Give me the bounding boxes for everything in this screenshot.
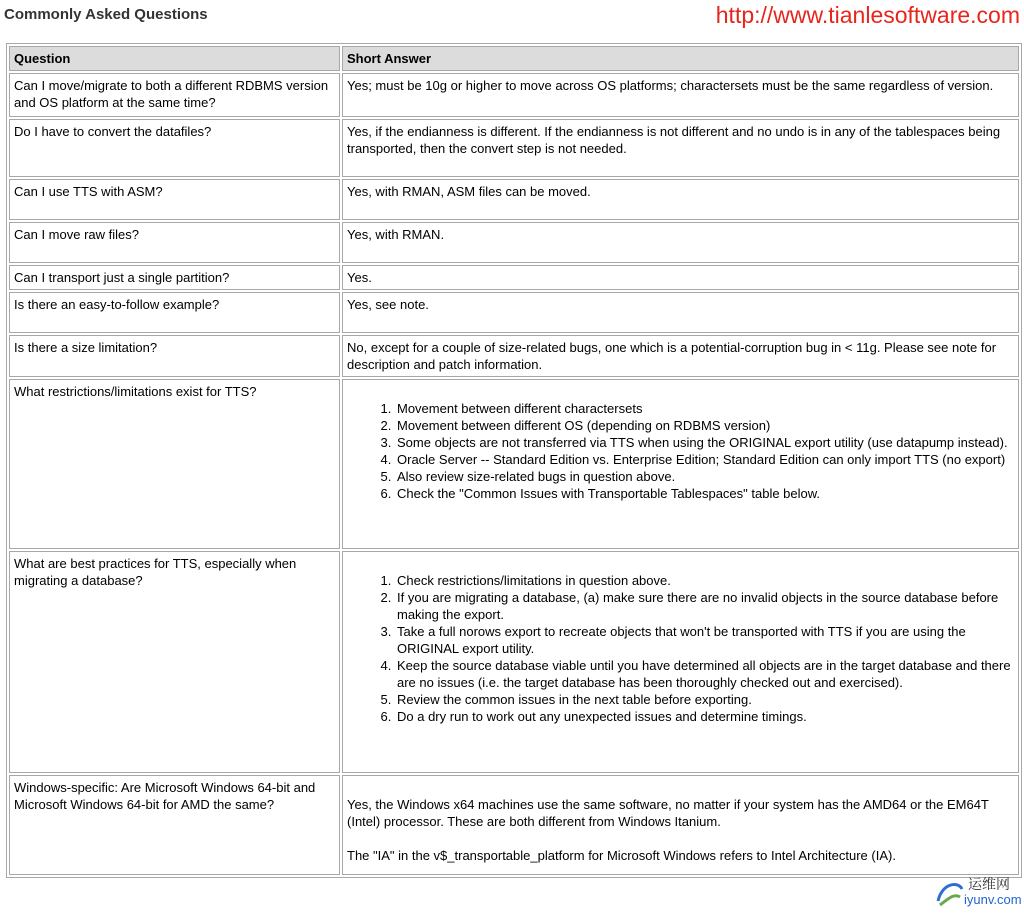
watermark-text: 运维网 xyxy=(968,876,1010,892)
restrictions-list xyxy=(347,400,1014,502)
list-item: 2. Movement between different OS (depending on RDBMS version) xyxy=(395,417,1014,434)
list-item: 1. Movement between different charactersets xyxy=(395,400,1014,417)
answer-cell xyxy=(342,551,1019,773)
question-cell: Do I have to convert the datafiles? xyxy=(9,119,340,177)
faq-table xyxy=(6,43,1022,878)
table-row xyxy=(9,179,1019,220)
question-cell: Can I use TTS with ASM? xyxy=(9,179,340,220)
list-item: 3. Some objects are not transferred via TTS when using the ORIGINAL export utility (use datapump instead). xyxy=(395,434,1014,451)
answer-cell: Yes, with RMAN, ASM files can be moved. xyxy=(342,179,1019,220)
answer-cell: Yes. xyxy=(342,265,1019,290)
best-practices-list xyxy=(347,572,1014,725)
question-cell: Can I move/migrate to both a different RDBMS version and OS platform at the same time? xyxy=(9,73,340,117)
list-item: 3. Take a full norows export to recreate objects that won't be transported with TTS if you are using the ORIGINAL export utility. xyxy=(395,623,1014,657)
question-cell: Windows-specific: Are Microsoft Windows 64-bit and Microsoft Windows 64-bit for AMD the same? xyxy=(9,775,340,875)
list-item: 6. Check the "Common Issues with Transportable Tablespaces" table below. xyxy=(395,485,1014,502)
answer-cell: No, except for a couple of size-related bugs, one which is a potential-corruption bug in < 11g. Please see note for description and patch information. xyxy=(342,335,1019,377)
table-row xyxy=(9,119,1019,177)
question-cell: What are best practices for TTS, especially when migrating a database? xyxy=(9,551,340,773)
list-item: 5. Review the common issues in the next table before exporting. xyxy=(395,691,1014,708)
watermark-logo xyxy=(930,872,1020,912)
page-title: Commonly Asked Questions xyxy=(4,6,208,23)
table-row xyxy=(9,335,1019,377)
answer-cell: Yes, see note. xyxy=(342,292,1019,333)
answer-cell: Yes; must be 10g or higher to move across OS platforms; charactersets must be the same regardless of version. xyxy=(342,73,1019,117)
answer-cell xyxy=(342,379,1019,549)
list-item: 1. Check restrictions/limitations in question above. xyxy=(395,572,1014,589)
answer-cell: Yes, if the endianness is different. If the endianness is not different and no undo is in any of the tablespaces being transported, then the convert step is not needed. xyxy=(342,119,1019,177)
table-row xyxy=(9,775,1019,875)
watermark-swirl-icon xyxy=(932,875,966,909)
list-item: 2. If you are migrating a database, (a) make sure there are no invalid objects in the source database before making the export. xyxy=(395,589,1014,623)
answer-cell xyxy=(342,775,1019,875)
table-row xyxy=(9,73,1019,117)
table-row xyxy=(9,379,1019,549)
question-cell: What restrictions/limitations exist for TTS? xyxy=(9,379,340,549)
list-item: 5. Also review size-related bugs in question above. xyxy=(395,468,1014,485)
answer-paragraph: The "IA" in the v$_transportable_platform for Microsoft Windows refers to Intel Architecture (IA). xyxy=(347,848,896,863)
table-row xyxy=(9,222,1019,263)
table-header-row xyxy=(9,46,1019,71)
column-header-question: Question xyxy=(9,46,340,71)
table-row xyxy=(9,551,1019,773)
answer-cell: Yes, with RMAN. xyxy=(342,222,1019,263)
question-cell: Can I transport just a single partition? xyxy=(9,265,340,290)
list-item: 4. Keep the source database viable until you have determined all objects are in the target database and there are no issues (i.e. the target database has been thoroughly checked out and exercised). xyxy=(395,657,1014,691)
column-header-answer: Short Answer xyxy=(342,46,1019,71)
list-item: 6. Do a dry run to work out any unexpected issues and determine timings. xyxy=(395,708,1014,725)
answer-paragraph: Yes, the Windows x64 machines use the same software, no matter if your system has the AMD64 or the EM64T (Intel) processor. These are both different from Windows Itanium. xyxy=(347,797,989,829)
table-row xyxy=(9,292,1019,333)
question-cell: Is there a size limitation? xyxy=(9,335,340,377)
question-cell: Can I move raw files? xyxy=(9,222,340,263)
question-cell: Is there an easy-to-follow example? xyxy=(9,292,340,333)
watermark-domain: iyunv.com xyxy=(964,892,1022,907)
table-row xyxy=(9,265,1019,290)
site-url-link[interactable]: http://www.tianlesoftware.com xyxy=(715,2,1020,28)
list-item: 4. Oracle Server -- Standard Edition vs. Enterprise Edition; Standard Edition can only import TTS (no export) xyxy=(395,451,1014,468)
